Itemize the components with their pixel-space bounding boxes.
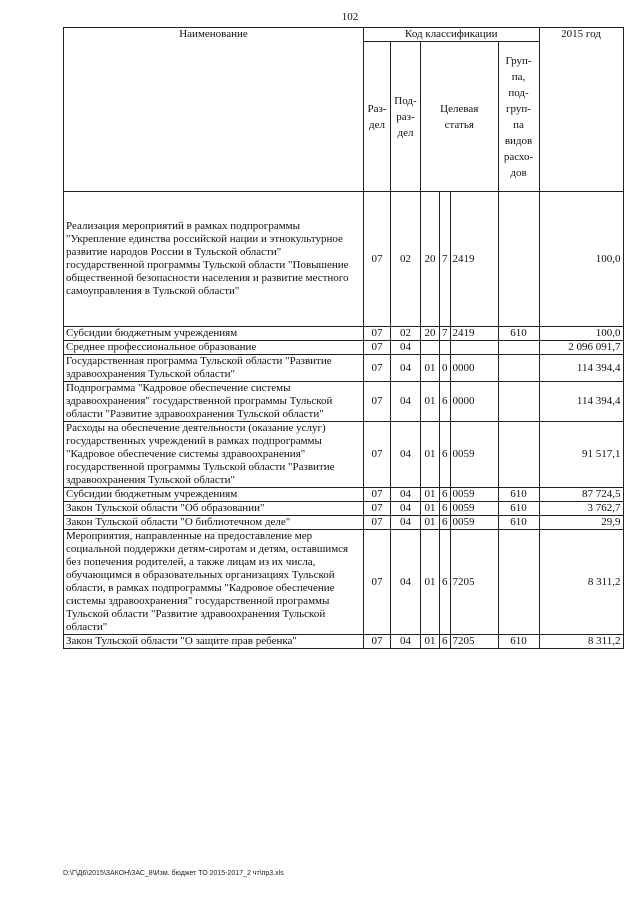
target-article-direction-cell <box>450 341 498 355</box>
podrazdel-cell: 02 <box>391 192 421 327</box>
table-row <box>64 422 624 488</box>
row-name-cell: Среднее профессиональное образование <box>64 341 364 355</box>
razdel-cell: 07 <box>364 341 391 355</box>
podrazdel-cell: 04 <box>391 502 421 516</box>
target-article-subprogram-cell: 7 <box>440 327 451 341</box>
razdel-cell: 07 <box>364 192 391 327</box>
expense-type-cell: 610 <box>498 516 539 530</box>
target-article-program-cell: 01 <box>421 488 440 502</box>
target-article-direction-cell: 7205 <box>450 635 498 649</box>
amount-cell: 114 394,4 <box>539 355 623 382</box>
header-podrazdel: Под- раз- дел <box>391 42 421 192</box>
podrazdel-cell: 04 <box>391 516 421 530</box>
header-gruppa: Груп- па, под- груп- па видов расхо- дов <box>498 42 539 192</box>
podrazdel-cell: 04 <box>391 488 421 502</box>
table-row <box>64 635 624 649</box>
razdel-cell: 07 <box>364 327 391 341</box>
razdel-cell: 07 <box>364 530 391 635</box>
target-article-subprogram-cell: 6 <box>440 502 451 516</box>
expense-type-cell: 610 <box>498 635 539 649</box>
target-article-program-cell: 01 <box>421 635 440 649</box>
target-article-subprogram-cell: 6 <box>440 530 451 635</box>
row-name-cell: Реализация мероприятий в рамках подпрограммы "Укрепление единства российской нации и этнокультурное развитие народов России в Тульской области" государственной программы Тульской области "Повышение общественной безопасности населения и развитие местного самоуправления в Тульской области" <box>64 192 364 327</box>
table-row <box>64 530 624 635</box>
row-name-cell: Закон Тульской области "Об образовании" <box>64 502 364 516</box>
expense-type-cell <box>498 192 539 327</box>
table-row <box>64 516 624 530</box>
row-name-cell: Закон Тульской области "О защите прав ребенка" <box>64 635 364 649</box>
razdel-cell: 07 <box>364 635 391 649</box>
podrazdel-cell: 04 <box>391 355 421 382</box>
target-article-program-cell: 01 <box>421 516 440 530</box>
table-row <box>64 192 624 327</box>
target-article-subprogram-cell <box>440 341 451 355</box>
target-article-subprogram-cell: 6 <box>440 516 451 530</box>
target-article-direction-cell: 2419 <box>450 327 498 341</box>
header-tselevaya: Целевая статья <box>421 42 499 192</box>
header-name: Наименование <box>64 28 364 192</box>
razdel-cell: 07 <box>364 355 391 382</box>
table-row <box>64 327 624 341</box>
target-article-program-cell: 20 <box>421 327 440 341</box>
amount-cell: 114 394,4 <box>539 382 623 422</box>
target-article-direction-cell: 7205 <box>450 530 498 635</box>
table-row <box>64 502 624 516</box>
razdel-cell: 07 <box>364 516 391 530</box>
expense-type-cell: 610 <box>498 327 539 341</box>
podrazdel-cell: 04 <box>391 422 421 488</box>
table-row <box>64 341 624 355</box>
page-number: 102 <box>341 11 359 23</box>
razdel-cell: 07 <box>364 422 391 488</box>
target-article-subprogram-cell: 0 <box>440 355 451 382</box>
expense-type-cell: 610 <box>498 488 539 502</box>
expense-type-cell: 610 <box>498 502 539 516</box>
podrazdel-cell: 04 <box>391 382 421 422</box>
target-article-program-cell: 01 <box>421 530 440 635</box>
row-name-cell: Государственная программа Тульской области "Развитие здравоохранения Тульской области" <box>64 355 364 382</box>
target-article-program-cell: 01 <box>421 355 440 382</box>
podrazdel-cell: 04 <box>391 635 421 649</box>
amount-cell: 8 311,2 <box>539 530 623 635</box>
file-path-footer: D:\Г\Д6\2015\ЗАКОН\ЗАС_8\Изм. бюджет ТО 2015-2017_2 чт\пр3.xls <box>63 870 284 877</box>
amount-cell: 100,0 <box>539 192 623 327</box>
podrazdel-cell: 02 <box>391 327 421 341</box>
amount-cell: 3 762,7 <box>539 502 623 516</box>
table-row <box>64 488 624 502</box>
amount-cell: 91 517,1 <box>539 422 623 488</box>
header-razdel: Раз- дел <box>364 42 391 192</box>
target-article-program-cell: 01 <box>421 502 440 516</box>
target-article-subprogram-cell: 6 <box>440 382 451 422</box>
target-article-subprogram-cell: 6 <box>440 635 451 649</box>
expense-type-cell <box>498 341 539 355</box>
expense-type-cell <box>498 382 539 422</box>
row-name-cell: Субсидии бюджетным учреждениям <box>64 488 364 502</box>
target-article-program-cell: 20 <box>421 192 440 327</box>
budget-table <box>63 27 624 649</box>
podrazdel-cell: 04 <box>391 530 421 635</box>
target-article-direction-cell: 0059 <box>450 488 498 502</box>
row-name-cell: Расходы на обеспечение деятельности (оказание услуг) государственных учреждений в рамках подпрограммы "Кадровое обеспечение системы здравоохранения" государственной программы Тульской области "Развитие здравоохранения Тульской области" <box>64 422 364 488</box>
amount-cell: 87 724,5 <box>539 488 623 502</box>
target-article-direction-cell: 0000 <box>450 355 498 382</box>
expense-type-cell <box>498 422 539 488</box>
target-article-subprogram-cell: 6 <box>440 488 451 502</box>
header-classification: Код классификации <box>364 28 540 42</box>
expense-type-cell <box>498 530 539 635</box>
table-row <box>64 355 624 382</box>
target-article-subprogram-cell: 6 <box>440 422 451 488</box>
row-name-cell: Подпрограмма "Кадровое обеспечение системы здравоохранения" государственной программы Тульской области "Развитие здравоохранения Тульской области" <box>64 382 364 422</box>
row-name-cell: Субсидии бюджетным учреждениям <box>64 327 364 341</box>
target-article-program-cell <box>421 341 440 355</box>
target-article-direction-cell: 2419 <box>450 192 498 327</box>
podrazdel-cell: 04 <box>391 341 421 355</box>
razdel-cell: 07 <box>364 382 391 422</box>
amount-cell: 2 096 091,7 <box>539 341 623 355</box>
amount-cell: 29,9 <box>539 516 623 530</box>
target-article-direction-cell: 0000 <box>450 382 498 422</box>
target-article-direction-cell: 0059 <box>450 422 498 488</box>
amount-cell: 100,0 <box>539 327 623 341</box>
target-article-program-cell: 01 <box>421 382 440 422</box>
razdel-cell: 07 <box>364 488 391 502</box>
target-article-direction-cell: 0059 <box>450 502 498 516</box>
amount-cell: 8 311,2 <box>539 635 623 649</box>
expense-type-cell <box>498 355 539 382</box>
target-article-program-cell: 01 <box>421 422 440 488</box>
razdel-cell: 07 <box>364 502 391 516</box>
target-article-subprogram-cell: 7 <box>440 192 451 327</box>
row-name-cell: Закон Тульской области "О библиотечном деле" <box>64 516 364 530</box>
header-year: 2015 год <box>539 28 623 192</box>
table-row <box>64 382 624 422</box>
target-article-direction-cell: 0059 <box>450 516 498 530</box>
row-name-cell: Мероприятия, направленные на предоставление мер социальной поддержки детям-сиротам и детям, оставшимся без попечения родителей, а также лицам из их числа, обучающимся в образовательных организациях Тульской области, в рамках подпрограммы "Кадровое обеспечение системы здравоохранения" государственной программы Тульской области "Развитие здравоохранения Тульской области" <box>64 530 364 635</box>
